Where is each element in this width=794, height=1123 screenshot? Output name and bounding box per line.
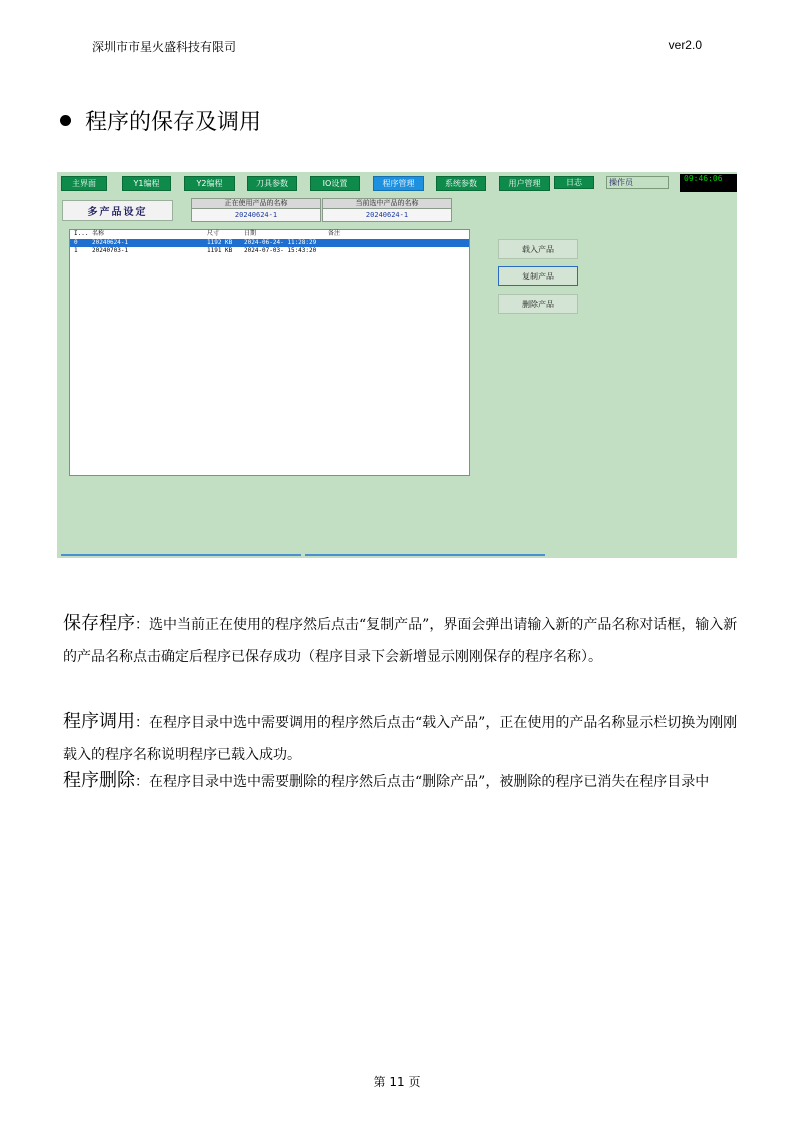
tab-log[interactable]: 日志 <box>554 176 594 189</box>
tab-y2-programming[interactable]: Y2编程 <box>184 176 235 191</box>
tab-y1-programming[interactable]: Y1编程 <box>122 176 171 191</box>
program-management-screenshot <box>57 172 737 558</box>
delete-program-colon: ： <box>135 774 149 790</box>
list-item[interactable] <box>70 247 469 255</box>
load-program-text: 在程序目录中选中需要调用的程序然后点击“载入产品”，正在使用的产品名称显示栏切换为刚刚载入的程序名称说明程序已载入成功。 <box>63 715 738 763</box>
row-name: 20240703-1 <box>92 247 129 254</box>
company-name: 深圳市市星火盛科技有限司 <box>92 40 237 54</box>
clock-display: 09:46:06 <box>680 174 737 192</box>
tab-main[interactable]: 主界面 <box>61 176 107 191</box>
delete-product-button[interactable]: 删除产品 <box>498 294 578 314</box>
document-version: ver2.0 <box>668 38 702 52</box>
selected-product-box <box>322 198 452 224</box>
row-size: 1191 KB <box>207 247 233 254</box>
load-program-colon: ： <box>135 715 149 731</box>
operator-field: 操作员 <box>606 176 669 189</box>
section-title <box>60 105 261 136</box>
delete-program-text: 在程序目录中选中需要删除的程序然后点击“删除产品”，被删除的程序已消失在程序目录中 <box>149 774 710 790</box>
row-index: 0 <box>74 239 78 246</box>
load-product-button[interactable]: 载入产品 <box>498 239 578 259</box>
current-product-value: 20240624-1 <box>191 209 321 222</box>
section-title-text: 程序的保存及调用 <box>85 110 262 135</box>
list-item[interactable] <box>70 239 469 247</box>
status-line-right <box>305 554 545 556</box>
header-date[interactable]: 日期 <box>244 230 257 237</box>
tab-tool-params[interactable]: 刀具参数 <box>247 176 297 191</box>
delete-program-heading: 程序删除 <box>63 770 135 791</box>
header-size[interactable]: 尺寸 <box>207 230 220 237</box>
save-program-heading: 保存程序 <box>63 613 135 634</box>
current-product-label: 正在使用产品的名称 <box>191 198 321 209</box>
row-date: 2024-06-24- 11:28:29 <box>244 239 317 246</box>
header-name[interactable]: 名称 <box>92 230 105 237</box>
page-number: 第 11 页 <box>373 1075 421 1089</box>
row-name: 20240624-1 <box>92 239 129 246</box>
load-program-paragraph <box>63 706 743 771</box>
row-index: 1 <box>74 247 78 254</box>
header-index[interactable]: I... <box>74 230 89 237</box>
header-note[interactable]: 备注 <box>328 230 341 237</box>
save-program-paragraph <box>63 608 743 673</box>
status-line-left <box>61 554 301 556</box>
copy-product-button[interactable]: 复制产品 <box>498 266 578 286</box>
list-header <box>70 230 469 239</box>
tab-system-params[interactable]: 系统参数 <box>436 176 486 191</box>
load-program-heading: 程序调用 <box>63 711 135 732</box>
program-list[interactable] <box>69 229 470 476</box>
row-size: 1192 KB <box>207 239 233 246</box>
save-program-colon: ： <box>135 617 149 633</box>
tab-program-management[interactable]: 程序管理 <box>373 176 424 191</box>
current-product-box <box>191 198 321 224</box>
bullet-icon <box>60 115 71 126</box>
selected-product-label: 当前选中产品的名称 <box>322 198 452 209</box>
delete-program-paragraph <box>63 770 743 793</box>
hmi-navbar <box>57 174 737 192</box>
selected-product-value: 20240624-1 <box>322 209 452 222</box>
tab-io-settings[interactable]: IO设置 <box>310 176 360 191</box>
multi-product-title: 多产品设定 <box>62 200 173 221</box>
tab-user-management[interactable]: 用户管理 <box>499 176 550 191</box>
save-program-text: 选中当前正在使用的程序然后点击“复制产品”，界面会弹出请输入新的产品名称对话框，输入新的产品名称点击确定后程序已保存成功（程序目录下会新增显示刚刚保存的程序名称）。 <box>63 617 738 665</box>
row-date: 2024-07-03- 15:43:20 <box>244 247 317 254</box>
